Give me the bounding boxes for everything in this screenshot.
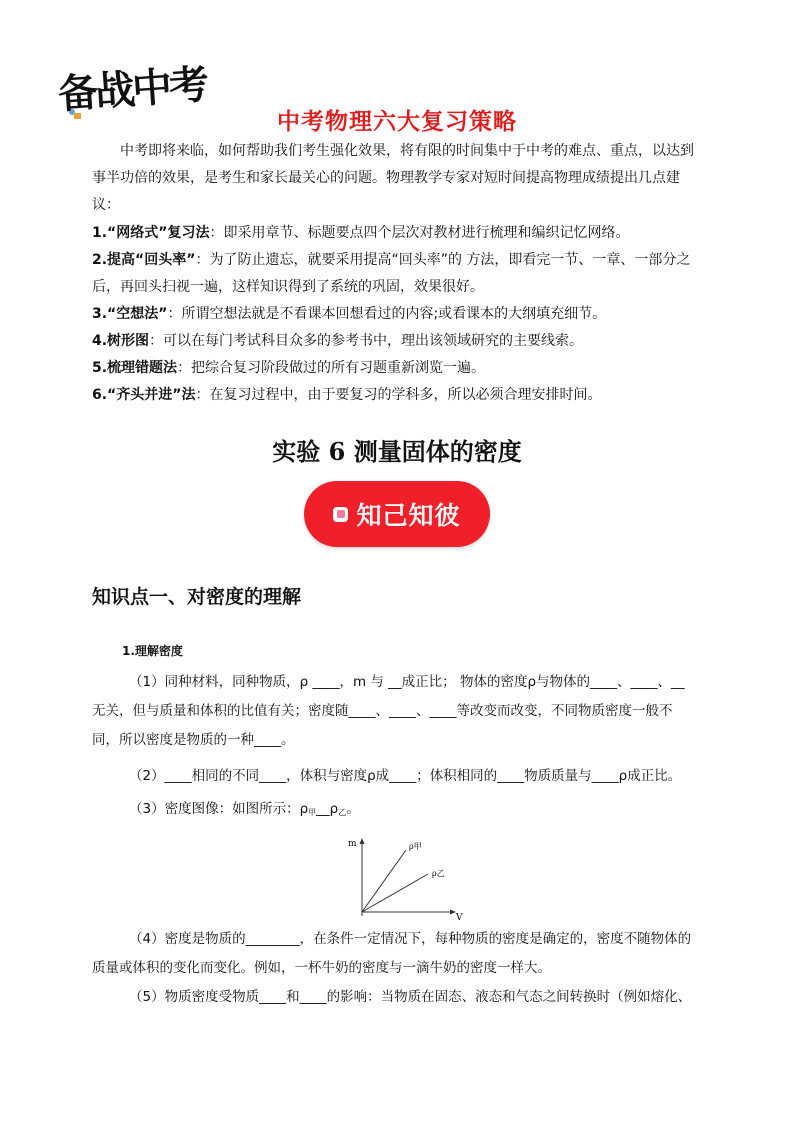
paragraph-line: （4）密度是物质的________，在条件一定情况下，每种物质的密度是确定的，密度不随物体的 bbox=[129, 931, 692, 947]
tips-list bbox=[92, 220, 704, 409]
y-axis-label: m bbox=[348, 839, 357, 849]
y-axis-arrow bbox=[360, 838, 365, 844]
experiment-title: 实验 6 测量固体的密度 bbox=[272, 437, 522, 466]
series-label-yi: ρ乙 bbox=[432, 869, 445, 878]
badge-banner bbox=[304, 481, 490, 547]
tip-label: 4.树形图 bbox=[92, 333, 150, 349]
paragraph-line: 同，所以密度是物质的一种____。 bbox=[92, 732, 295, 748]
tip-label: 5.梳理错题法 bbox=[92, 360, 178, 376]
subscript: 甲 bbox=[308, 808, 317, 817]
tip-item bbox=[92, 355, 704, 382]
tip-text: ：即采用章节、标题要点四个层次对教材进行梳理和编织记忆网络。 bbox=[209, 225, 630, 241]
tip-item bbox=[92, 382, 704, 409]
sub-heading: 1.理解密度 bbox=[122, 644, 183, 658]
paragraph-line: 质量或体积的变化而变化。例如，一杯牛奶的密度与一滴牛奶的密度一样大。 bbox=[92, 960, 551, 976]
intro-paragraph: 中考即将来临，如何帮助我们考生强化效果，将有限的时间集中于中考的难点、重点，以达到事半功倍的效果，是考生和家长最关心的问题。物理教学专家对短时间提高物理成绩提出几点建议： bbox=[92, 143, 694, 213]
tip-text: ：为了防止遗忘，就要采用提高“回头率”的 方法，即看完一节、一章、一部分之后，再回头扫视一遍，这样知识得到了系统的巩固，效果很好。 bbox=[92, 252, 691, 295]
paragraph-line: 无关，但与质量和体积的比值有关；密度随____、____、____等改变而改变，不同物质密度一般不 bbox=[92, 703, 673, 719]
tip-item bbox=[92, 301, 704, 328]
paragraph-5 bbox=[92, 983, 704, 1012]
tip-text: ：在复习过程中，由于要复习的学科多，所以必须合理安排时间。 bbox=[195, 387, 602, 403]
tip-text: ：可以在每门考试科目众多的参考书中，理出该领域研究的主要线索。 bbox=[149, 333, 584, 349]
section-heading: 知识点一、对密度的理解 bbox=[92, 586, 302, 608]
x-axis-label: V bbox=[456, 913, 463, 923]
paragraph-2 bbox=[92, 762, 704, 791]
paragraph-line: （2）____相同的不同____，体积与密度ρ成____；体积相同的____物质质量与____ρ成正比。 bbox=[129, 768, 682, 784]
density-graph bbox=[340, 832, 470, 924]
series-label-jia: ρ甲 bbox=[409, 842, 422, 851]
tip-label: 1.“网络式”复习法 bbox=[92, 225, 210, 241]
tip-text: ：把综合复习阶段做过的所有习题重新浏览一遍。 bbox=[177, 360, 486, 376]
tip-label: 3.“空想法” bbox=[92, 306, 168, 322]
document-title: 中考物理六大复习策略 bbox=[277, 109, 517, 135]
tip-item bbox=[92, 220, 704, 247]
subscript: 乙 bbox=[338, 808, 347, 817]
text-run: __ρ bbox=[316, 801, 339, 817]
paragraph-line: （5）物质密度受物质____和____的影响：当物质在固态、液态和气态之间转换时（例如熔化、 bbox=[129, 989, 692, 1005]
text-run: 。 bbox=[346, 801, 360, 817]
tip-text: ：所谓空想法就是不看课本回想看过的内容;或看课本的大纲填充细节。 bbox=[167, 306, 607, 322]
paragraph-line: （1）同种材料，同种物质，ρ ____，m 与 __成正比； 物体的密度ρ与物体的____、____、__ bbox=[129, 674, 685, 690]
tip-label: 6.“齐头并进”法 bbox=[92, 387, 196, 403]
paragraph-3 bbox=[92, 795, 704, 827]
text-run: （3）密度图像：如图所示：ρ bbox=[129, 801, 309, 817]
badge-icon bbox=[333, 507, 348, 522]
series-line-jia bbox=[362, 850, 406, 912]
series-line-yi bbox=[362, 874, 428, 912]
paragraph-4 bbox=[92, 925, 704, 983]
logo-wordmark: 备战中考 bbox=[56, 61, 208, 119]
tip-item bbox=[92, 328, 704, 355]
paragraph-line bbox=[92, 795, 704, 827]
tip-label: 2.提高“回头率” bbox=[92, 252, 196, 268]
tip-item bbox=[92, 247, 704, 301]
paragraph-1 bbox=[92, 668, 704, 755]
badge-label: 知己知彼 bbox=[356, 501, 461, 530]
